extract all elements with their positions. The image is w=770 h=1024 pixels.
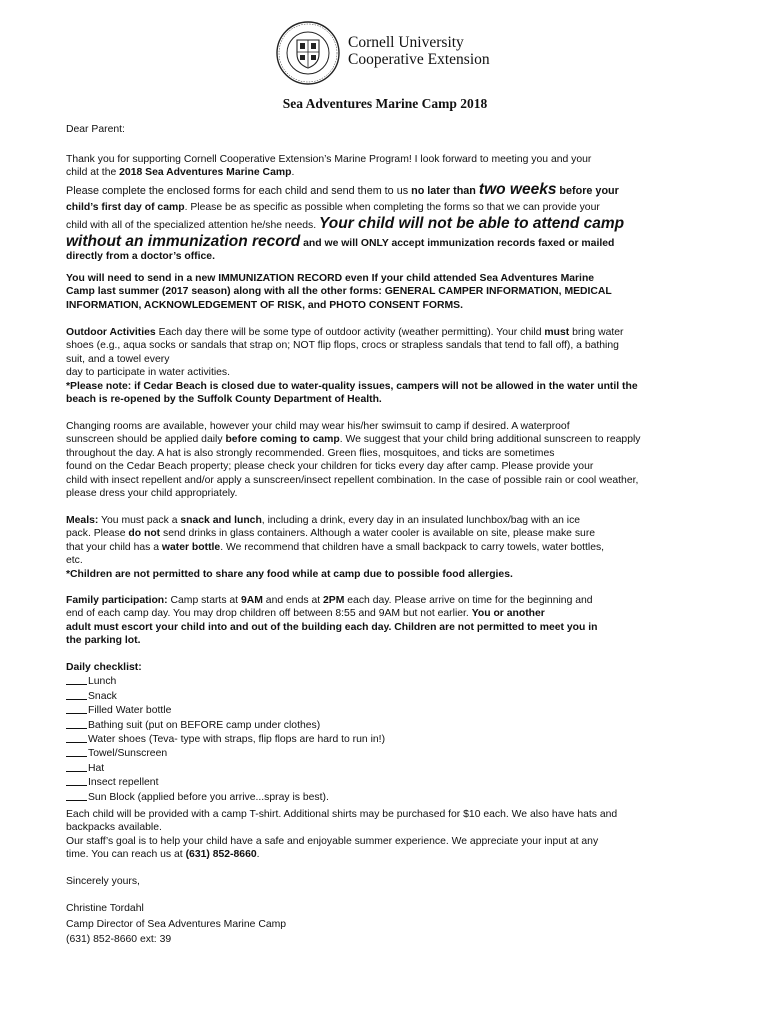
page-title: Sea Adventures Marine Camp 2018 — [282, 96, 488, 111]
list-item: Snack — [66, 689, 666, 703]
daily-checklist: Daily checklist: Lunch Snack Filled Water bottle Bathing suit (put on BEFORE camp under clothes) Water shoes (Teva- type with straps, flip flops are hard to run in!) Towel/Sunscreen Hat Insect repellent Sun Block (applied before you arrive...spray is best). — [66, 661, 666, 804]
list-item: Insect repellent — [66, 775, 666, 789]
list-item: Water shoes (Teva- type with straps, flip flops are hard to run in!) — [66, 732, 666, 746]
org-name — [348, 34, 490, 68]
signer-role: Camp Director of Sea Adventures Marine Camp — [66, 918, 287, 930]
closing-paragraph: Each child will be provided with a camp T-shirt. Additional shirts may be purchased for $10 each. We also have hats and backpacks available. Our staff’s goal is to help your child have a safe and enjoyable summer experience. We appreciate your input at any time. You can reach us at (631) 852-8660. — [66, 809, 618, 861]
list-item: Sun Block (applied before you arrive...spray is best). — [66, 790, 666, 804]
list-item: Lunch — [66, 674, 666, 688]
salutation: Dear Parent: — [66, 124, 125, 135]
list-item: Hat — [66, 761, 666, 775]
valediction: Sincerely yours, — [66, 876, 140, 887]
list-item: Bathing suit (put on BEFORE camp under clothes) — [66, 718, 666, 732]
family-paragraph: Family participation: Camp starts at 9AM and ends at 2PM each day. Please arrive on time for the beginning and end of each camp day. You may drop children off between 8:55 and 9AM but not earlier. You or another adult must escort your child into and out of the building each day. Children are not permitted to meet you in the parking lot. — [66, 595, 598, 647]
signature-block — [66, 901, 666, 948]
changing-paragraph: Changing rooms are available, however your child may wear his/her swimsuit to camp if desired. A waterproof sunscreen should be applied daily before coming to camp. We suggest that your child bring additional sunscreen to reapply throughout the day. A hat is also strongly recommended. Green flies, mosquitoes, and ticks are sometimes found on the Cedar Beach property; please check your children for ticks every day after camp. Please provide your child with insect repellent and/or apply a sunscreen/insect repellent combination. In the case of possible rain or cool weather, please dress your child appropriately. — [66, 421, 641, 500]
intro-paragraph: Thank you for supporting Cornell Cooperative Extension’s Marine Program! I look forward to meeting you and your child at the 2018 Sea Adventures Marine Camp. — [66, 154, 592, 179]
immunization-paragraph: You will need to send in a new IMMUNIZATION RECORD even If your child attended Sea Adventures Marine Camp last summer (2017 season) along with all the other forms: GENERAL CAMPER INFORMATION, MEDICAL INFORMATION, ACKNOWLEDGEMENT OF RISK, and PHOTO CONSENT FORMS. — [66, 273, 612, 311]
outdoor-paragraph: Outdoor Activities Each day there will be some type of outdoor activity (weather permitting). Your child must bring water shoes (e.g., aqua socks or sandals that strap on; NOT flip flops, crocs or strapless sandals that tend to fall off), a bathing suit, and a towel every day to participate in water activities. *Please note: if Cedar Beach is closed due to water-quality issues, campers will not be allowed in the water until the beach is re-opened by the Suffolk County Department of Health. — [66, 327, 638, 406]
org-line-2: Cooperative Extension — [348, 51, 490, 68]
signer-phone: (631) 852-8660 ext: 39 — [66, 934, 172, 945]
signer-name: Christine Tordahl — [66, 903, 144, 914]
list-item: Filled Water bottle — [66, 703, 666, 717]
forms-paragraph: Please complete the enclosed forms for each child and send them to us no later than two weeks before your child’s first day of camp. Please be as specific as possible when completing the forms so that we can provide your child with all of the specialized attention he/she needs. Your child will not be able to attend camp without an immunization record and we will ONLY accept immunization records faxed or mailed directly from a doctor’s office. — [66, 181, 625, 262]
list-item: Towel/Sunscreen — [66, 746, 666, 760]
cornell-seal-icon — [275, 20, 341, 86]
meals-paragraph: Meals: You must pack a snack and lunch, including a drink, every day in an insulated lunchbox/bag with an ice pack. Please do not send drinks in glass containers. Although a water cooler is available on site, please make sure that your child has a water bottle. We recommend that children have a small backpack to carry towels, water bottles, etc. *Children are not permitted to share any food while at camp due to possible food allergies. — [66, 515, 605, 580]
org-line-1: Cornell University — [348, 34, 464, 51]
